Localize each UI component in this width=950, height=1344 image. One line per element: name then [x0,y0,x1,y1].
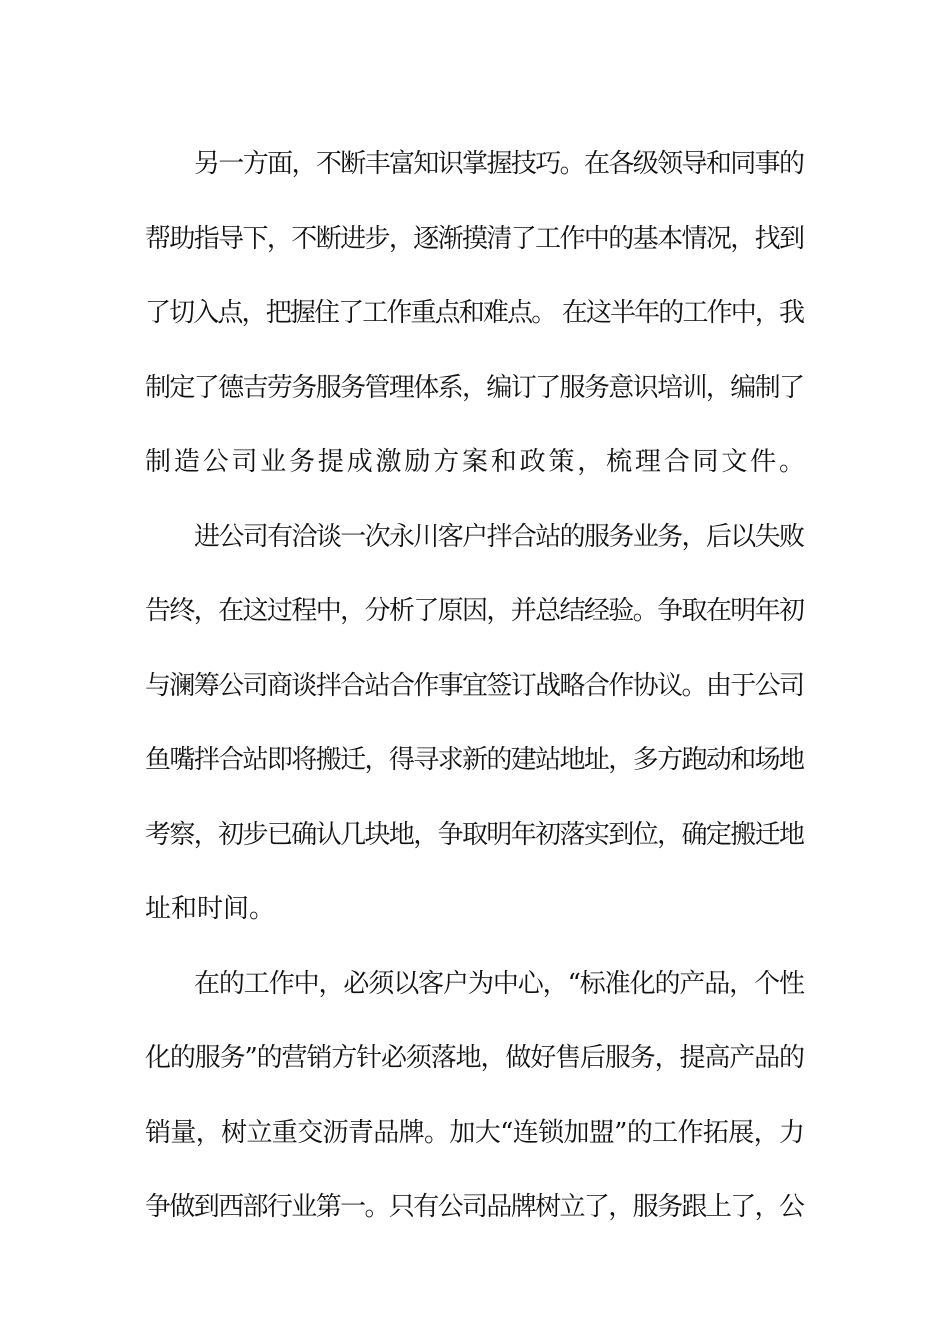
text-line: 与澜筹公司商谈拌合站合作事宜签订战略合作协议。由于公司 [145,670,804,701]
text-line: 在的工作中，必须以客户为中心，“标准化的产品，个性 [194,968,804,999]
text-line: 销量，树立重交沥青品牌。加大“连锁加盟”的工作拓展，力 [145,1117,805,1148]
text-line: 制造公司业务提成激励方案和政策，梳理合同文件。 [145,447,808,477]
text-line: 制定了德吉劳务服务管理体系，编订了服务意识培训，编制了 [145,372,804,403]
text-line: 址和时间。 [145,894,276,924]
text-line: 考察，初步已确认几块地，争取明年初落实到位，确定搬迁地 [145,819,804,850]
text-line: 争做到西部行业第一。只有公司品牌树立了，服务跟上了，公 [145,1192,804,1222]
body-text [145,127,808,1245]
text-line: 鱼嘴拌合站即将搬迁，得寻求新的建站地址，多方跑动和场地 [145,745,804,775]
text-line: 告终，在这过程中，分析了原因，并总结经验。争取在明年初 [145,596,804,626]
text-line: 另一方面，不断丰富知识掌握技巧。在各级领导和同事的 [194,149,804,179]
text-line: 帮助指导下，不断进步，逐渐摸清了工作中的基本情况，找到 [145,223,804,254]
text-line: 化的服务”的营销方针必须落地，做好售后服务，提高产品的 [145,1043,804,1073]
text-line: 进公司有洽谈一次永川客户拌合站的服务业务，后以失败 [194,521,804,552]
text-line: 了切入点，把握住了工作重点和难点。 在这半年的工作中，我 [145,298,804,328]
